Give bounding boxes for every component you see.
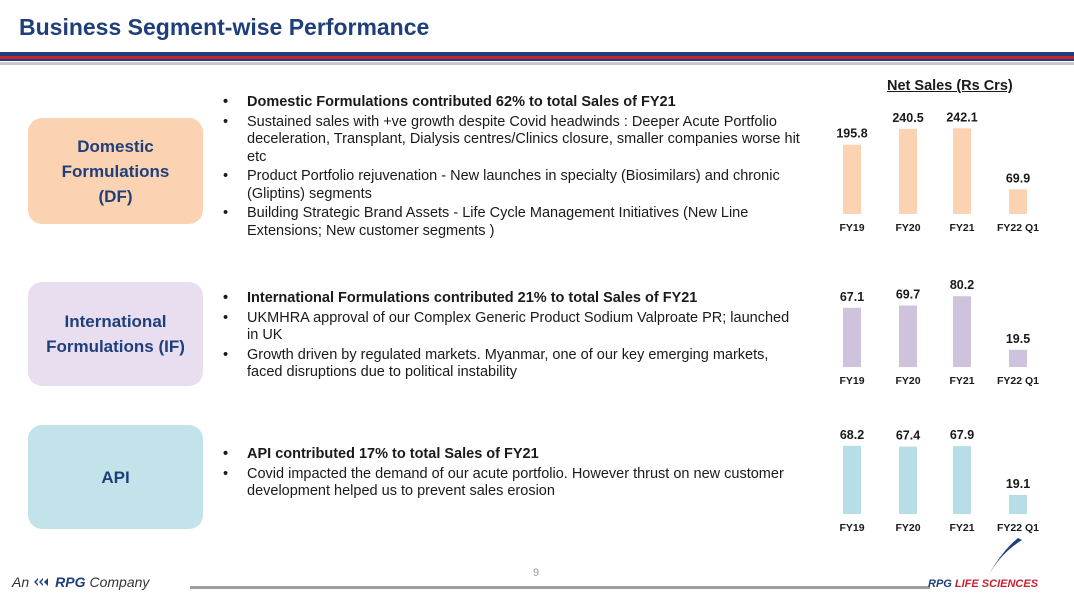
bullet-item: • Domestic Formulations contributed 62% to total Sales of FY21 [220, 94, 800, 112]
tick-label-2-1: FY20 [895, 522, 921, 534]
bar-2-1 [899, 447, 917, 514]
bar-1-0 [843, 308, 861, 367]
value-label-0-0: 195.8 [836, 126, 868, 141]
bar-1-3 [1009, 350, 1027, 367]
footer-brand-name: RPG [55, 574, 86, 590]
footer-logo-brand: RPG [928, 578, 952, 590]
value-label-0-1: 240.5 [892, 110, 924, 125]
tick-label-1-3: FY22 Q1 [996, 375, 1040, 387]
tick-label-0-2: FY21 [949, 222, 975, 234]
chart-title: Net Sales (Rs Crs) [887, 78, 1013, 94]
bullet-item: • Growth driven by regulated markets. Myanmar, one of our key emerging markets, faced disruptions due to political instability [220, 347, 800, 382]
swoosh-logo-icon [978, 536, 1024, 578]
bar-1-2 [953, 296, 971, 367]
value-label-2-2: 67.9 [949, 428, 975, 443]
footer-suffix: Company [89, 574, 150, 590]
segment-box-df [28, 118, 203, 224]
value-label-0-3: 69.9 [1005, 171, 1031, 186]
bullet-item: • UKMHRA approval of our Complex Generic Product Sodium Valproate PR; launched in UK [220, 310, 800, 345]
tick-label-0-0: FY19 [839, 222, 865, 234]
value-label-2-1: 67.4 [895, 428, 921, 443]
bullet-item: • Covid impacted the demand of our acute portfolio. However thrust on new customer development helped us to prevent sales erosion [220, 466, 800, 501]
bullet-item: • Product Portfolio rejuvenation - New launches in specialty (Biosimilars) and chronic (Gliptins) segments [220, 168, 800, 203]
bar-0-1 [899, 129, 917, 214]
value-label-2-0: 68.2 [839, 427, 865, 442]
value-label-0-2: 242.1 [946, 110, 978, 125]
value-label-1-2: 80.2 [949, 278, 975, 293]
tick-label-1-0: FY19 [839, 375, 865, 387]
segment-label-if-1: International [64, 312, 167, 331]
segment-label-api: API [101, 467, 130, 487]
chart-if [830, 270, 1060, 395]
tick-label-2-2: FY21 [949, 522, 975, 534]
value-label-1-0: 67.1 [839, 289, 865, 304]
footer-logo [928, 578, 1038, 590]
bullet-item: • Building Strategic Brand Assets - Life Cycle Management Initiatives (New Line Extensions; New customer segments ) [220, 205, 800, 240]
chart-if-svg [830, 270, 1060, 395]
tick-label-0-1: FY20 [895, 222, 921, 234]
tick-label-1-1: FY20 [895, 375, 921, 387]
bar-2-0 [843, 446, 861, 514]
chart-df [830, 100, 1060, 242]
chart-api-svg [830, 420, 1060, 542]
value-label-2-3: 19.1 [1005, 476, 1031, 491]
bullet-list-api [220, 446, 800, 503]
footer-rule [190, 586, 930, 589]
tick-label-2-3: FY22 Q1 [996, 522, 1040, 534]
page-number: 9 [533, 567, 540, 579]
value-label-1-3: 19.5 [1005, 331, 1031, 346]
chart-df-svg [830, 100, 1060, 242]
bullet-list-df [220, 94, 800, 242]
bullet-item: • API contributed 17% to total Sales of FY21 [220, 446, 800, 464]
segment-label-df-3: (DF) [98, 186, 133, 206]
bar-2-3 [1009, 495, 1027, 514]
footer-prefix: An [12, 574, 30, 590]
bar-1-1 [899, 306, 917, 368]
segment-label-df-1: Domestic [77, 136, 154, 156]
bar-0-3 [1009, 189, 1027, 214]
segment-box-api [28, 425, 203, 529]
page-title: Business Segment-wise Performance [19, 14, 430, 40]
bar-2-2 [953, 446, 971, 514]
rpg-chevron-icon [33, 577, 51, 587]
chart-api [830, 420, 1060, 542]
bar-0-2 [953, 128, 971, 214]
segment-box-if [28, 282, 203, 386]
bullet-list-if [220, 290, 800, 384]
segment-label-df-2: Formulations [61, 161, 170, 181]
bullet-item: • Sustained sales with +ve growth despite Covid headwinds : Deeper Acute Portfolio deceleration, Transplant, Dialysis centres/Clinics closure, smaller companies worse hit etc [220, 114, 800, 167]
bar-0-0 [843, 145, 861, 214]
header-rule-grey [0, 62, 1074, 65]
tick-label-0-3: FY22 Q1 [996, 222, 1040, 234]
value-label-1-1: 69.7 [895, 287, 921, 302]
tick-label-2-0: FY19 [839, 522, 865, 534]
segment-label-if-2: Formulations (IF) [46, 337, 185, 356]
tick-label-1-2: FY21 [949, 375, 975, 387]
footer-logo-text: LIFE SCIENCES [954, 578, 1039, 590]
footer-brand [12, 574, 149, 590]
bullet-item: • International Formulations contributed 21% to total Sales of FY21 [220, 290, 800, 308]
header-rule-lower [0, 59, 1074, 61]
